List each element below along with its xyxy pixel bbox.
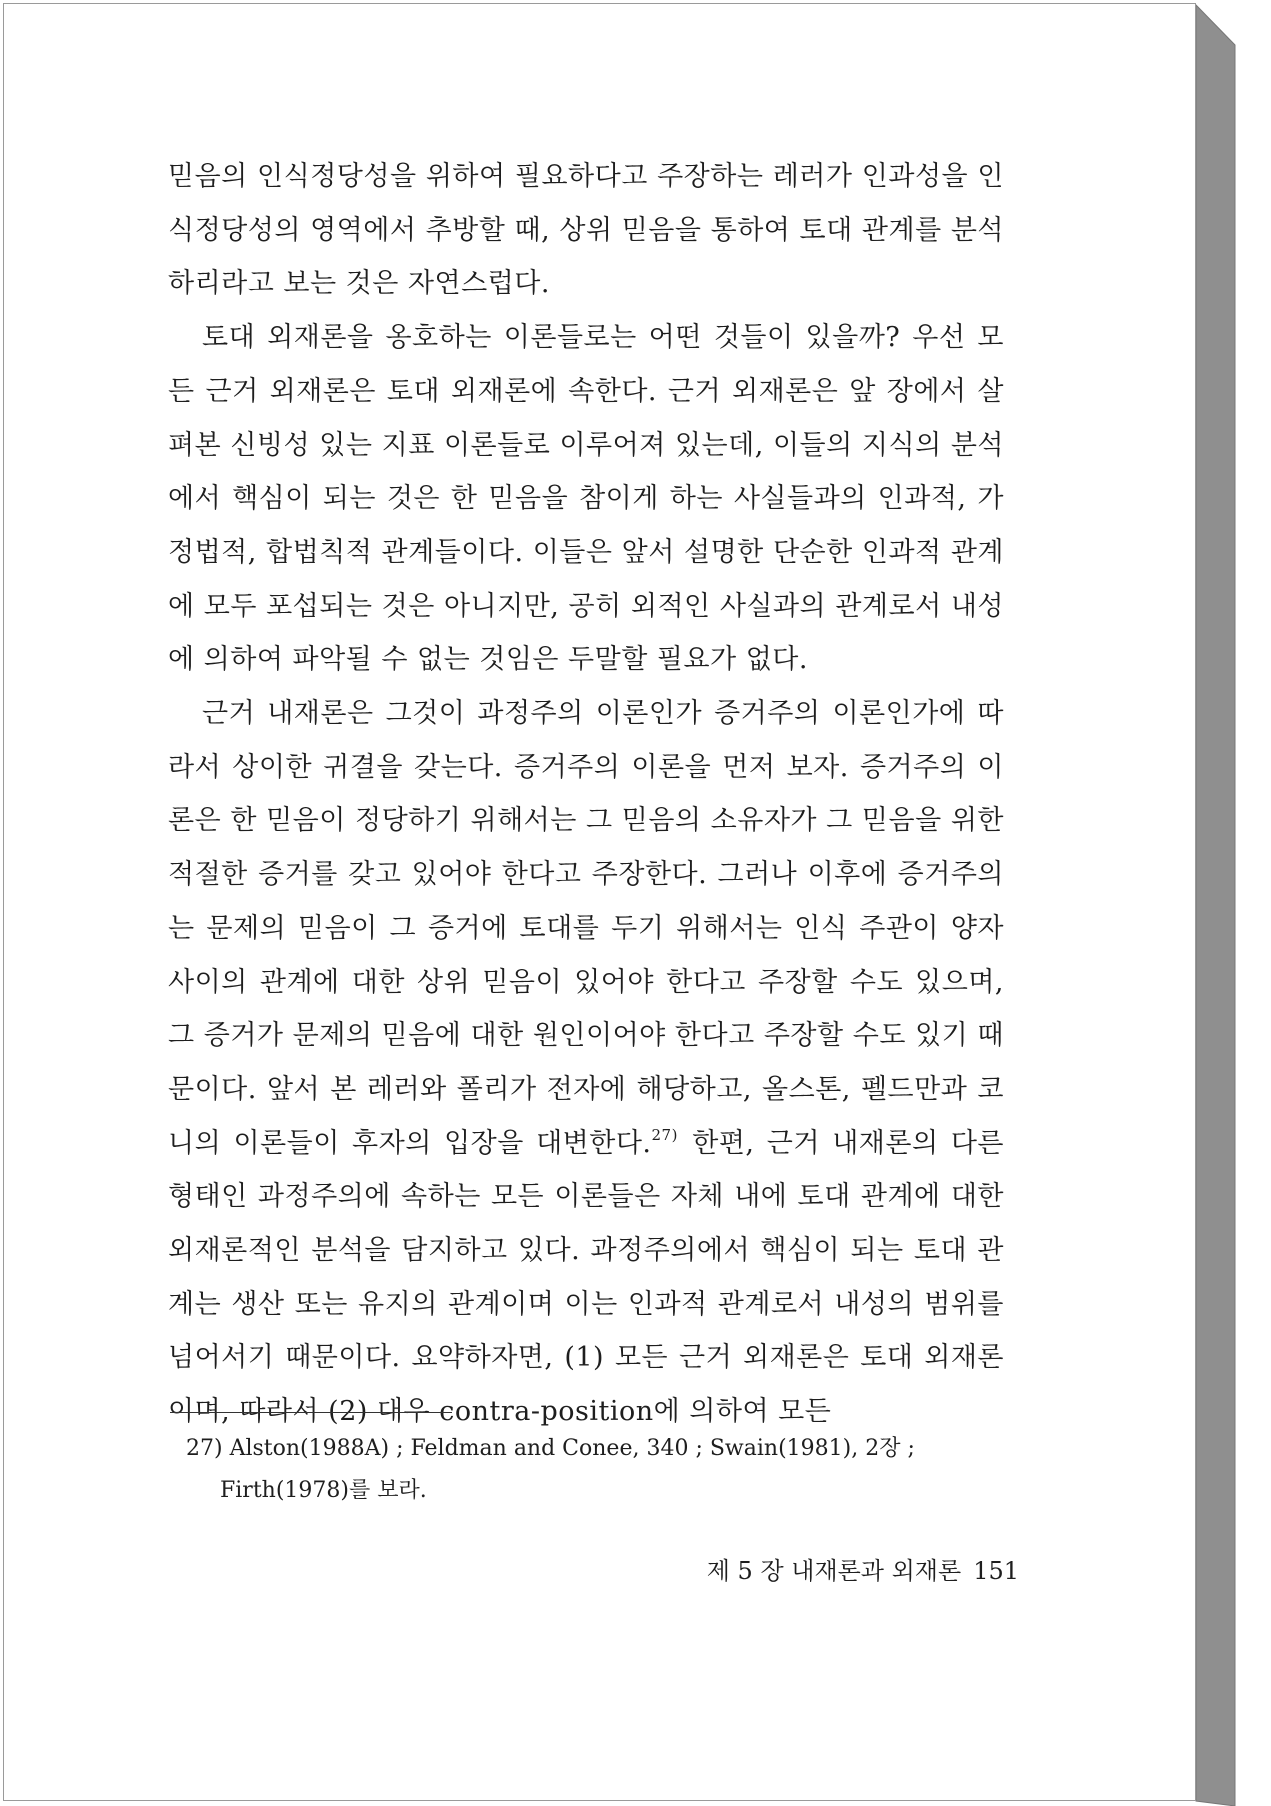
running-footer (707, 1554, 1019, 1588)
page-number: 151 (973, 1557, 1019, 1585)
paragraph-3-text-after: 한편, 근거 내재론의 다른 형태인 과정주의에 속하는 모든 이론들은 자체 내에 토대 관계에 대한 외재론적인 분석을 담지하고 있다. 과정주의에서 핵심이 되는 토대 관계는 생산 또는 유지의 관계이며 이는 인과적 관계로서 내성의 범위를 넘어서기 때문이다. 요약하자면, (1) 모든 근거 외재론은 토대 외재론이며, 따라서 (2) 대우 contra-position에 의하여 모든 (168, 1127, 1004, 1428)
footnote-reference: 27) (651, 1125, 678, 1144)
body-text (168, 150, 1004, 1439)
paragraph-3-text-before: 근거 내재론은 그것이 과정주의 이론인가 증거주의 이론인가에 따라서 상이한 귀결을 갖는다. 증거주의 이론을 먼저 보자. 증거주의 이론은 한 믿음이 정당하기 위해서는 그 믿음의 소유자가 그 믿음을 위한 적절한 증거를 갖고 있어야 한다고 주장한다. 그러나 이후에 증거주의는 문제의 믿음이 그 증거에 토대를 두기 위해서는 인식 주관이 양자 사이의 관계에 대한 상위 믿음이 있어야 한다고 주장할 수도 있으며, 그 증거가 문제의 믿음에 대한 원인이어야 한다고 주장할 수도 있기 때문이다. 앞서 본 레러와 폴리가 전자에 해당하고, 올스톤, 펠드만과 코니의 이론들이 후자의 입장을 대변한다. (168, 698, 1004, 1159)
paragraph-3 (168, 687, 1004, 1439)
paragraph-1: 믿음의 인식정당성을 위하여 필요하다고 주장하는 레러가 인과성을 인식정당성의 영역에서 추방할 때, 상위 믿음을 통하여 토대 관계를 분석하리라고 보는 것은 자연스럽다. (168, 161, 1004, 300)
footnote-27: 27) Alston(1988A) ; Feldman and Conee, 340 ; Swain(1981), 2장 ; Firth(1978)를 보라. (186, 1436, 915, 1503)
footnote-divider (170, 1412, 452, 1413)
chapter-title: 제 5 장 내재론과 외재론 (706, 1557, 962, 1585)
paragraph-2: 토대 외재론을 옹호하는 이론들로는 어떤 것들이 있을까? 우선 모든 근거 외재론은 토대 외재론에 속한다. 근거 외재론은 앞 장에서 살펴본 신빙성 있는 지표 이론들로 이루어져 있는데, 이들의 지식의 분석에서 핵심이 되는 것은 한 믿음을 참이게 하는 사실들과의 인과적, 가정법적, 합법칙적 관계들이다. 이들은 앞서 설명한 단순한 인과적 관계에 모두 포섭되는 것은 아니지만, 공히 외적인 사실과의 관계로서 내성에 의하여 파악될 수 없는 것임은 두말할 필요가 없다. (168, 322, 1004, 676)
